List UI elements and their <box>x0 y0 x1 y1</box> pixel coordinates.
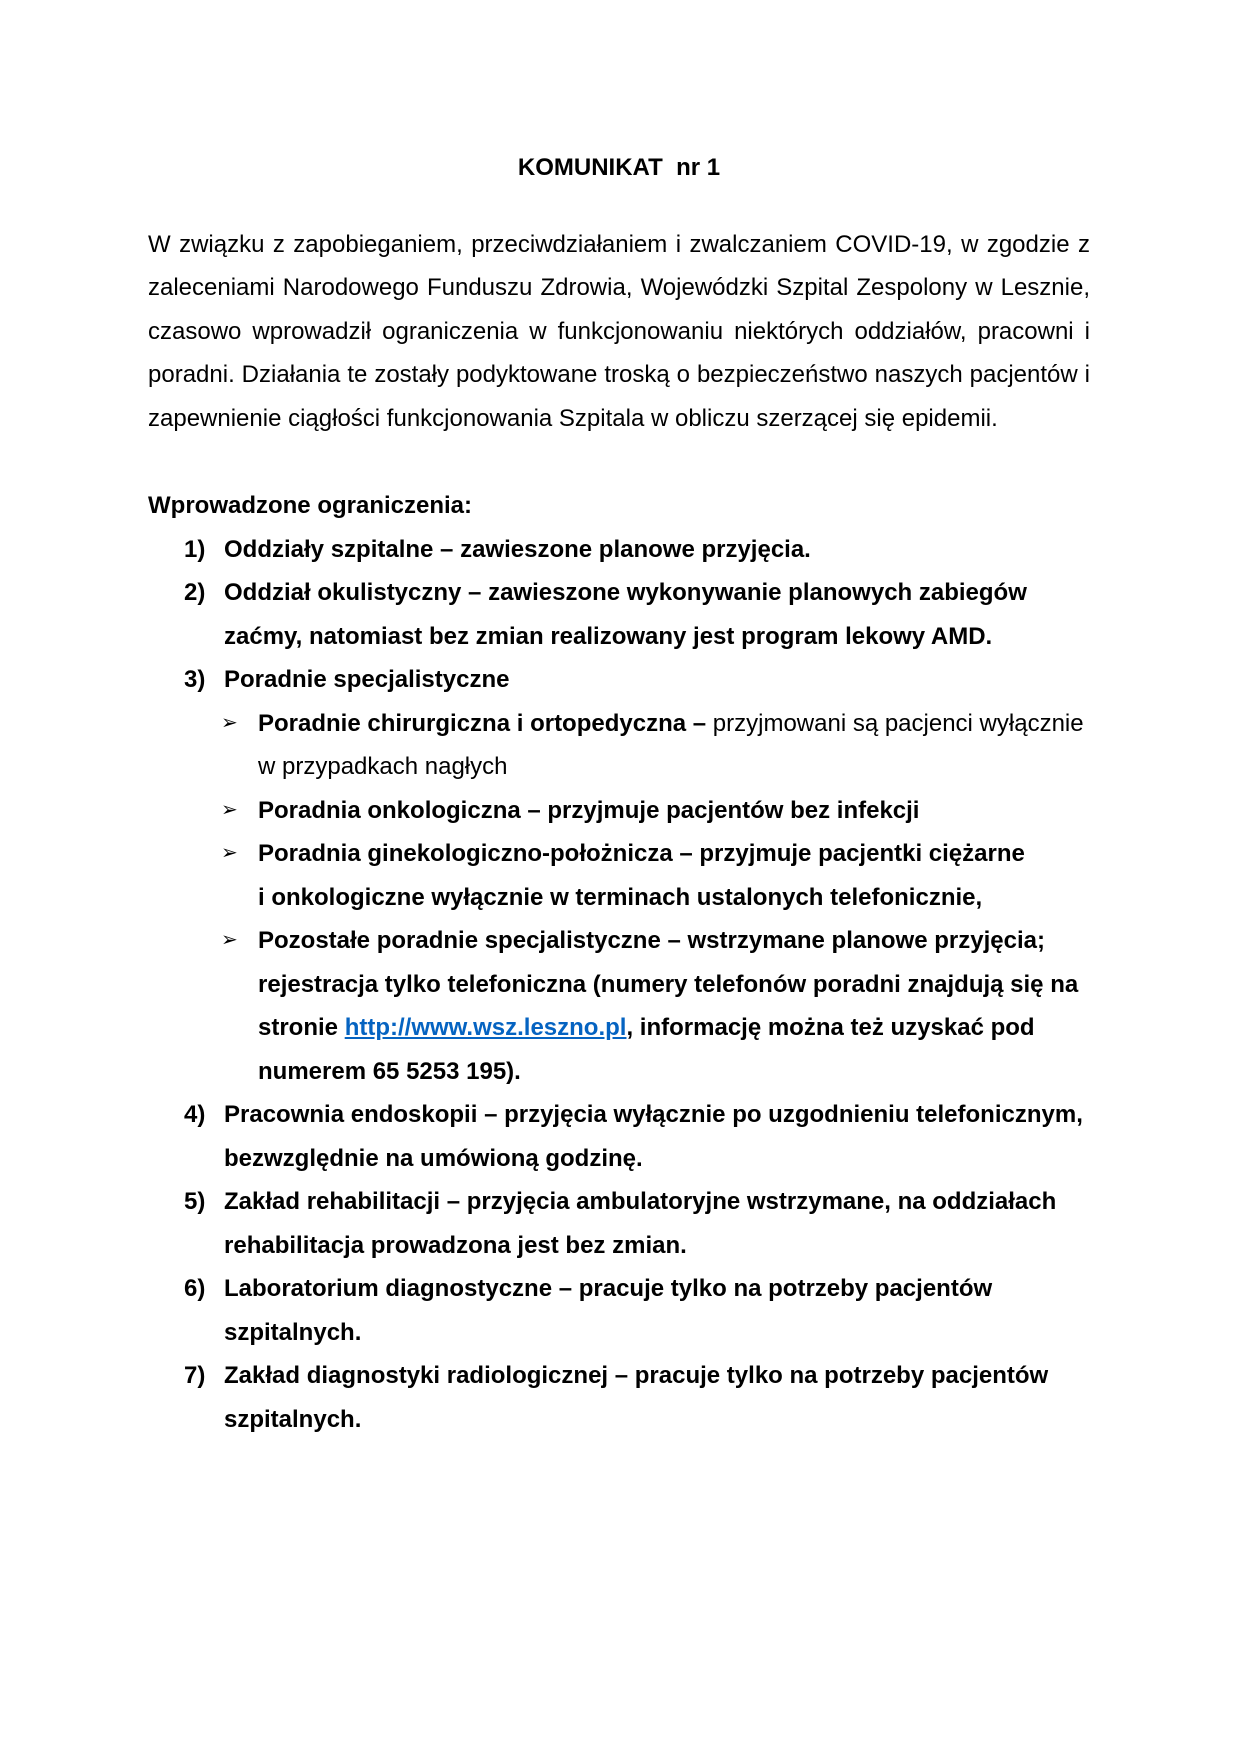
list-item-number: 4) <box>184 1101 206 1128</box>
sublist-item-text: Poradnia onkologiczna – przyjmuje pacjentów bez infekcji <box>258 796 920 824</box>
list-item <box>148 571 1090 658</box>
list-item-text: Laboratorium diagnostyczne – pracuje tylko na potrzeby pacjentów szpitalnych. <box>224 1275 993 1346</box>
list-item-number: 3) <box>184 666 206 693</box>
list-item <box>148 658 1090 702</box>
sublist-item-normal-text: przyjmowani są pacjenci wyłącznie w przypadkach nagłych <box>258 709 1084 780</box>
intro-paragraph: W związku z zapobieganiem, przeciwdziałaniem i zwalczaniem COVID-19, w zgodzie z zaleceniami Narodowego Funduszu Zdrowia, Wojewódzki Szpital Zespolony w Lesznie, czasowo wprowadził ograniczenia w funkcjonowaniu niektórych oddziałów, pracowni i poradni. Działania te zostały podyktowane troską o bezpieczeństwo naszych pacjentów i zapewnienie ciągłości funkcjonowania Szpitala w obliczu szerzącej się epidemii. <box>148 230 1090 432</box>
sublist-item-text-after-link: , informację można też uzyskać pod numerem 65 5253 195). <box>258 1014 1035 1085</box>
list-item-text: Zakład diagnostyki radiologicznej – pracuje tylko na potrzeby pacjentów szpitalnych. <box>224 1362 1049 1433</box>
sublist-item-text: Poradnia ginekologiczno-położnicza – przyjmuje pacjentki ciężarne <box>258 840 1025 867</box>
list-item-number: 7) <box>184 1362 206 1389</box>
arrow-bullet-icon: ➢ <box>221 842 238 864</box>
arrow-bullet-icon: ➢ <box>221 798 238 821</box>
sublist-item-bold-text: Poradnie chirurgiczna i ortopedyczna – <box>258 709 707 737</box>
sublist-item-other <box>148 919 1090 1093</box>
list-item <box>148 528 1090 572</box>
restrictions-heading: Wprowadzone ograniczenia: <box>148 492 473 519</box>
sublist-item-gynecology <box>148 832 1090 919</box>
list-item-number: 1) <box>184 535 206 563</box>
sublist-item-surgery <box>148 702 1090 789</box>
list-item-text: Oddziały szpitalne – zawieszone planowe przyjęcia. <box>224 535 811 563</box>
clinics-sublist <box>148 702 1090 1094</box>
restrictions-list <box>148 528 1090 702</box>
list-item <box>148 1354 1090 1441</box>
arrow-bullet-icon: ➢ <box>221 929 238 951</box>
list-item <box>148 1267 1090 1354</box>
sublist-item-text: Pozostałe poradnie specjalistyczne – wstrzymane planowe przyjęcia; rejestracja tylko telefoniczna (numery telefonów poradni znajdują się na stronie <box>258 927 1079 1041</box>
restrictions-list-continued <box>148 1093 1090 1441</box>
sublist-item-text-continued: i onkologiczne wyłącznie w terminach ustalonych telefonicznie, <box>258 883 983 911</box>
sublist-item-oncology <box>148 789 1090 833</box>
list-item-number: 2) <box>184 579 206 606</box>
list-item-text: Zakład rehabilitacji – przyjęcia ambulatoryjne wstrzymane, na oddziałach rehabilitacja prowadzona jest bez zmian. <box>224 1188 1057 1259</box>
hospital-website-link[interactable]: http://www.wsz.leszno.pl <box>344 1014 627 1041</box>
list-item <box>148 1180 1090 1267</box>
list-item-text: Poradnie specjalistyczne <box>224 666 510 693</box>
list-item-text: Pracownia endoskopii – przyjęcia wyłącznie po uzgodnieniu telefonicznym, bezwzględnie na umówioną godzinę. <box>224 1101 1083 1172</box>
list-item-text: Oddział okulistyczny – zawieszone wykonywanie planowych zabiegów zaćmy, natomiast bez zmian realizowany jest program lekowy AMD. <box>224 579 1027 650</box>
list-item-number: 6) <box>184 1275 206 1302</box>
list-item <box>148 1093 1090 1180</box>
arrow-bullet-icon: ➢ <box>221 711 238 734</box>
list-item-number: 5) <box>184 1188 206 1215</box>
document-title: KOMUNIKAT nr 1 <box>517 154 721 181</box>
